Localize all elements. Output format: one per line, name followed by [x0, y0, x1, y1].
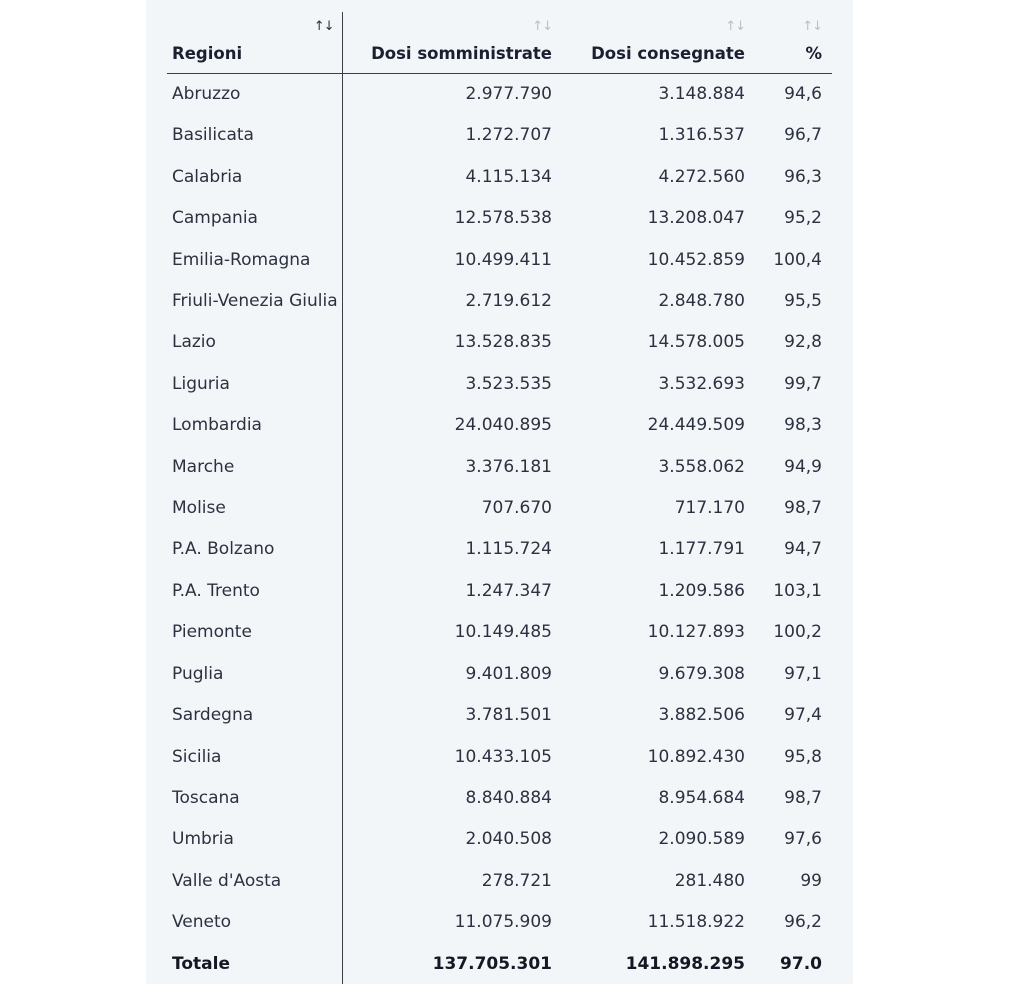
table-row	[167, 405, 832, 446]
cell-percent: 97,4	[784, 705, 822, 726]
cell-region: Sardegna	[167, 695, 342, 736]
cell-dosi-somministrate: 3.781.501	[465, 705, 552, 726]
cell-percent: 98,3	[784, 415, 822, 436]
cell-region: Toscana	[167, 778, 342, 819]
sort-icon[interactable]: ↑↓	[313, 19, 334, 34]
cell-region: Valle d'Aosta	[167, 861, 342, 902]
cell-dosi-consegnate: 14.578.005	[647, 332, 745, 353]
column-header-label: %	[805, 44, 822, 63]
sort-icon[interactable]: ↑↓	[532, 19, 552, 34]
cell-dosi-consegnate: 3.532.693	[658, 373, 745, 394]
cell-region: P.A. Trento	[167, 571, 342, 612]
column-header-label: Regioni	[172, 44, 243, 63]
cell-region: Veneto	[167, 902, 342, 943]
table-row	[167, 902, 832, 943]
cell-dosi-somministrate: 12.578.538	[454, 208, 552, 229]
cell-region: Basilicata	[167, 115, 342, 156]
sort-icon[interactable]: ↑↓	[725, 19, 745, 34]
cell-dosi-somministrate: 10.149.485	[454, 622, 552, 643]
cell-dosi-consegnate: 11.518.922	[647, 912, 745, 933]
cell-percent: 94,9	[784, 456, 822, 477]
column-header-label: Dosi somministrate	[371, 44, 552, 63]
cell-dosi-consegnate: 1.209.586	[658, 580, 745, 601]
cell-region: Totale	[167, 944, 342, 984]
cell-dosi-consegnate: 141.898.295	[625, 953, 745, 974]
cell-percent: 95,8	[784, 746, 822, 767]
cell-dosi-somministrate: 2.977.790	[465, 84, 552, 104]
table-row	[167, 364, 832, 405]
cell-dosi-somministrate: 278.721	[481, 870, 552, 891]
cell-dosi-somministrate: 9.401.809	[465, 663, 552, 684]
cell-dosi-somministrate: 13.528.835	[454, 332, 552, 353]
cell-region: Friuli-Venezia Giulia	[167, 281, 342, 322]
table-total-row	[167, 944, 832, 984]
cell-region: Sicilia	[167, 737, 342, 778]
cell-dosi-consegnate: 13.208.047	[647, 208, 745, 229]
cell-dosi-consegnate: 1.177.791	[658, 539, 745, 560]
cell-region: Calabria	[167, 157, 342, 198]
cell-dosi-consegnate: 10.892.430	[647, 746, 745, 767]
cell-percent: 97,6	[784, 829, 822, 850]
column-header-regioni[interactable]	[167, 12, 342, 74]
cell-dosi-somministrate: 24.040.895	[454, 415, 552, 436]
cell-dosi-consegnate: 4.272.560	[658, 166, 745, 187]
cell-dosi-consegnate: 2.090.589	[658, 829, 745, 850]
cell-dosi-somministrate: 707.670	[481, 498, 552, 519]
cell-percent: 103,1	[773, 580, 822, 601]
column-header-dosi-consegnate[interactable]	[562, 12, 755, 74]
cell-percent: 92,8	[784, 332, 822, 353]
table-row	[167, 571, 832, 612]
cell-dosi-consegnate: 3.882.506	[658, 705, 745, 726]
cell-percent: 97.0	[780, 953, 822, 974]
column-header-percent[interactable]	[755, 12, 832, 74]
cell-dosi-somministrate: 1.272.707	[465, 125, 552, 146]
cell-dosi-somministrate: 137.705.301	[432, 953, 552, 974]
cell-region: Molise	[167, 488, 342, 529]
cell-dosi-consegnate: 9.679.308	[658, 663, 745, 684]
cell-dosi-somministrate: 2.719.612	[465, 291, 552, 312]
cell-percent: 100,2	[773, 622, 822, 643]
table-row	[167, 322, 832, 363]
cell-region: Campania	[167, 198, 342, 239]
cell-dosi-consegnate: 281.480	[674, 870, 745, 891]
table-row	[167, 861, 832, 902]
table-row	[167, 240, 832, 281]
table-row	[167, 115, 832, 156]
table-row	[167, 819, 832, 860]
cell-percent: 99	[800, 870, 822, 891]
table-row	[167, 778, 832, 819]
cell-dosi-consegnate: 10.452.859	[647, 249, 745, 270]
cell-dosi-consegnate: 3.558.062	[658, 456, 745, 477]
table-row	[167, 695, 832, 736]
cell-region: Puglia	[167, 654, 342, 695]
cell-dosi-somministrate: 1.247.347	[465, 580, 552, 601]
cell-percent: 95,2	[784, 208, 822, 229]
cell-region: Marche	[167, 447, 342, 488]
table-row	[167, 529, 832, 570]
cell-dosi-consegnate: 1.316.537	[658, 125, 745, 146]
cell-region: Umbria	[167, 819, 342, 860]
cell-dosi-somministrate: 8.840.884	[465, 787, 552, 808]
vaccine-doses-table	[167, 12, 832, 984]
cell-dosi-somministrate: 10.433.105	[454, 746, 552, 767]
cell-region: Piemonte	[167, 612, 342, 653]
cell-dosi-consegnate: 24.449.509	[647, 415, 745, 436]
cell-dosi-consegnate: 2.848.780	[658, 291, 745, 312]
table-header-row	[167, 12, 832, 74]
sort-icon[interactable]: ↑↓	[802, 19, 822, 34]
cell-region: Abruzzo	[167, 74, 342, 116]
cell-percent: 96,2	[784, 912, 822, 933]
cell-percent: 94,6	[784, 84, 822, 104]
cell-percent: 94,7	[784, 539, 822, 560]
cell-region: Liguria	[167, 364, 342, 405]
table-row	[167, 74, 832, 116]
cell-dosi-somministrate: 1.115.724	[465, 539, 552, 560]
table-row	[167, 488, 832, 529]
cell-dosi-somministrate: 3.376.181	[465, 456, 552, 477]
table-row	[167, 157, 832, 198]
cell-percent: 96,7	[784, 125, 822, 146]
cell-percent: 97,1	[784, 663, 822, 684]
cell-dosi-consegnate: 3.148.884	[658, 84, 745, 104]
table-row	[167, 737, 832, 778]
table-row	[167, 198, 832, 239]
cell-dosi-somministrate: 4.115.134	[465, 166, 552, 187]
cell-dosi-somministrate: 3.523.535	[465, 373, 552, 394]
table-row	[167, 447, 832, 488]
cell-percent: 95,5	[784, 291, 822, 312]
column-header-dosi-somministrate[interactable]	[342, 12, 562, 74]
table-row	[167, 654, 832, 695]
cell-percent: 98,7	[784, 498, 822, 519]
cell-percent: 98,7	[784, 787, 822, 808]
cell-dosi-consegnate: 717.170	[674, 498, 745, 519]
cell-dosi-somministrate: 2.040.508	[465, 829, 552, 850]
cell-region: Lombardia	[167, 405, 342, 446]
cell-dosi-consegnate: 10.127.893	[647, 622, 745, 643]
table-row	[167, 281, 832, 322]
cell-percent: 96,3	[784, 166, 822, 187]
table-row	[167, 612, 832, 653]
cell-percent: 99,7	[784, 373, 822, 394]
cell-region: P.A. Bolzano	[167, 529, 342, 570]
cell-percent: 100,4	[773, 249, 822, 270]
column-header-label: Dosi consegnate	[591, 44, 745, 63]
cell-dosi-somministrate: 11.075.909	[454, 912, 552, 933]
cell-region: Emilia-Romagna	[167, 240, 342, 281]
cell-dosi-consegnate: 8.954.684	[658, 787, 745, 808]
cell-region: Lazio	[167, 322, 342, 363]
cell-dosi-somministrate: 10.499.411	[454, 249, 552, 270]
